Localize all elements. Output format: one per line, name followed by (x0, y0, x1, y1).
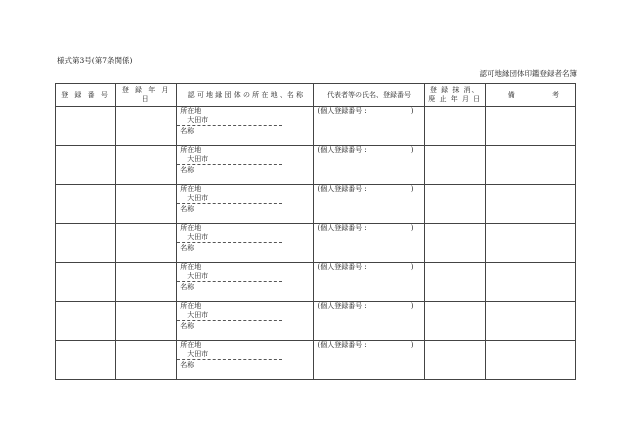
remarks-cell[interactable] (485, 302, 575, 341)
group-address-name-cell[interactable] (177, 302, 314, 341)
city-label: 大田市 (177, 350, 282, 360)
table-header-row (56, 84, 576, 107)
registration-date-cell[interactable] (116, 302, 177, 341)
name-label: 名称 (180, 283, 195, 291)
personal-registration-close: ) (410, 302, 414, 310)
registration-number-cell[interactable] (56, 302, 116, 341)
personal-registration-close: ) (410, 341, 414, 349)
address-label: 所在地 (180, 224, 202, 232)
cancellation-date-cell[interactable] (424, 146, 485, 185)
remarks-cell[interactable] (485, 185, 575, 224)
personal-registration-label: (個人登録番号 : (317, 263, 367, 271)
group-address-name-cell[interactable] (177, 341, 314, 380)
cancellation-date-cell[interactable] (424, 224, 485, 263)
registration-date-cell[interactable] (116, 224, 177, 263)
name-label: 名称 (180, 205, 195, 213)
table-row (56, 146, 576, 185)
register-title: 認可地縁団体印鑑登録者名簿 (479, 69, 577, 78)
table-row (56, 185, 576, 224)
seal-registration-table (55, 83, 576, 380)
group-address-name-cell[interactable] (177, 107, 314, 146)
representative-cell[interactable] (314, 185, 424, 224)
column-header-remarks-char2: 考 (552, 90, 561, 99)
representative-cell[interactable] (314, 146, 424, 185)
column-header-cancellation-line1: 登 録 抹 消、 (429, 86, 480, 94)
city-label: 大田市 (177, 194, 282, 204)
table-body (56, 107, 576, 380)
personal-registration-label: (個人登録番号 : (317, 107, 367, 115)
remarks-cell[interactable] (485, 263, 575, 302)
group-address-name-cell[interactable] (177, 263, 314, 302)
form-number: 様式第3号(第7条関係) (57, 56, 133, 65)
table-row (56, 341, 576, 380)
name-label: 名称 (180, 127, 195, 135)
address-label: 所在地 (180, 263, 202, 271)
city-label: 大田市 (177, 233, 282, 243)
representative-cell[interactable] (314, 263, 424, 302)
personal-registration-close: ) (410, 185, 414, 193)
city-label: 大田市 (177, 155, 282, 165)
column-header-remarks (485, 84, 575, 107)
registration-date-cell[interactable] (116, 185, 177, 224)
remarks-cell[interactable] (485, 107, 575, 146)
address-label: 所在地 (180, 146, 202, 154)
group-address-name-cell[interactable] (177, 146, 314, 185)
name-label: 名称 (180, 244, 195, 252)
personal-registration-close: ) (410, 263, 414, 271)
personal-registration-close: ) (410, 224, 414, 232)
registration-number-cell[interactable] (56, 185, 116, 224)
representative-cell[interactable] (314, 302, 424, 341)
registration-number-cell[interactable] (56, 107, 116, 146)
personal-registration-label: (個人登録番号 : (317, 302, 367, 310)
address-label: 所在地 (180, 341, 202, 349)
personal-registration-label: (個人登録番号 : (317, 224, 367, 232)
personal-registration-label: (個人登録番号 : (317, 185, 367, 193)
representative-cell[interactable] (314, 107, 424, 146)
registration-number-cell[interactable] (56, 146, 116, 185)
remarks-cell[interactable] (485, 341, 575, 380)
cancellation-date-cell[interactable] (424, 302, 485, 341)
name-label: 名称 (180, 166, 195, 174)
table-row (56, 263, 576, 302)
registration-date-cell[interactable] (116, 341, 177, 380)
personal-registration-close: ) (410, 146, 414, 154)
remarks-cell[interactable] (485, 146, 575, 185)
column-header-registration-number: 登 録 番 号 (56, 84, 116, 107)
column-header-group-address-name: 認 可 地 縁 団 体 の 所 在 地 、名 称 (177, 84, 314, 107)
name-label: 名称 (180, 322, 195, 330)
cancellation-date-cell[interactable] (424, 185, 485, 224)
column-header-registration-date: 登 録 年 月 日 (116, 84, 177, 107)
cancellation-date-cell[interactable] (424, 341, 485, 380)
registration-number-cell[interactable] (56, 263, 116, 302)
remarks-cell[interactable] (485, 224, 575, 263)
address-label: 所在地 (180, 185, 202, 193)
registration-date-cell[interactable] (116, 107, 177, 146)
group-address-name-cell[interactable] (177, 224, 314, 263)
registration-date-cell[interactable] (116, 146, 177, 185)
city-label: 大田市 (177, 311, 282, 321)
table-row (56, 302, 576, 341)
name-label: 名称 (180, 361, 195, 369)
registration-date-cell[interactable] (116, 263, 177, 302)
representative-cell[interactable] (314, 224, 424, 263)
column-header-remarks-char1: 備 (507, 90, 517, 99)
column-header-cancellation-line2: 廃 止 年 月 日 (428, 95, 482, 103)
table-row (56, 107, 576, 146)
column-header-cancellation-date (424, 84, 485, 107)
column-header-representative: 代表者等の氏名、登録番号 (314, 84, 424, 107)
group-address-name-cell[interactable] (177, 185, 314, 224)
personal-registration-label: (個人登録番号 : (317, 146, 367, 154)
registration-number-cell[interactable] (56, 224, 116, 263)
representative-cell[interactable] (314, 341, 424, 380)
address-label: 所在地 (180, 107, 202, 115)
personal-registration-label: (個人登録番号 : (317, 341, 367, 349)
address-label: 所在地 (180, 302, 202, 310)
registration-number-cell[interactable] (56, 341, 116, 380)
cancellation-date-cell[interactable] (424, 263, 485, 302)
personal-registration-close: ) (410, 107, 414, 115)
cancellation-date-cell[interactable] (424, 107, 485, 146)
city-label: 大田市 (177, 116, 282, 126)
table-row (56, 224, 576, 263)
city-label: 大田市 (177, 272, 282, 282)
